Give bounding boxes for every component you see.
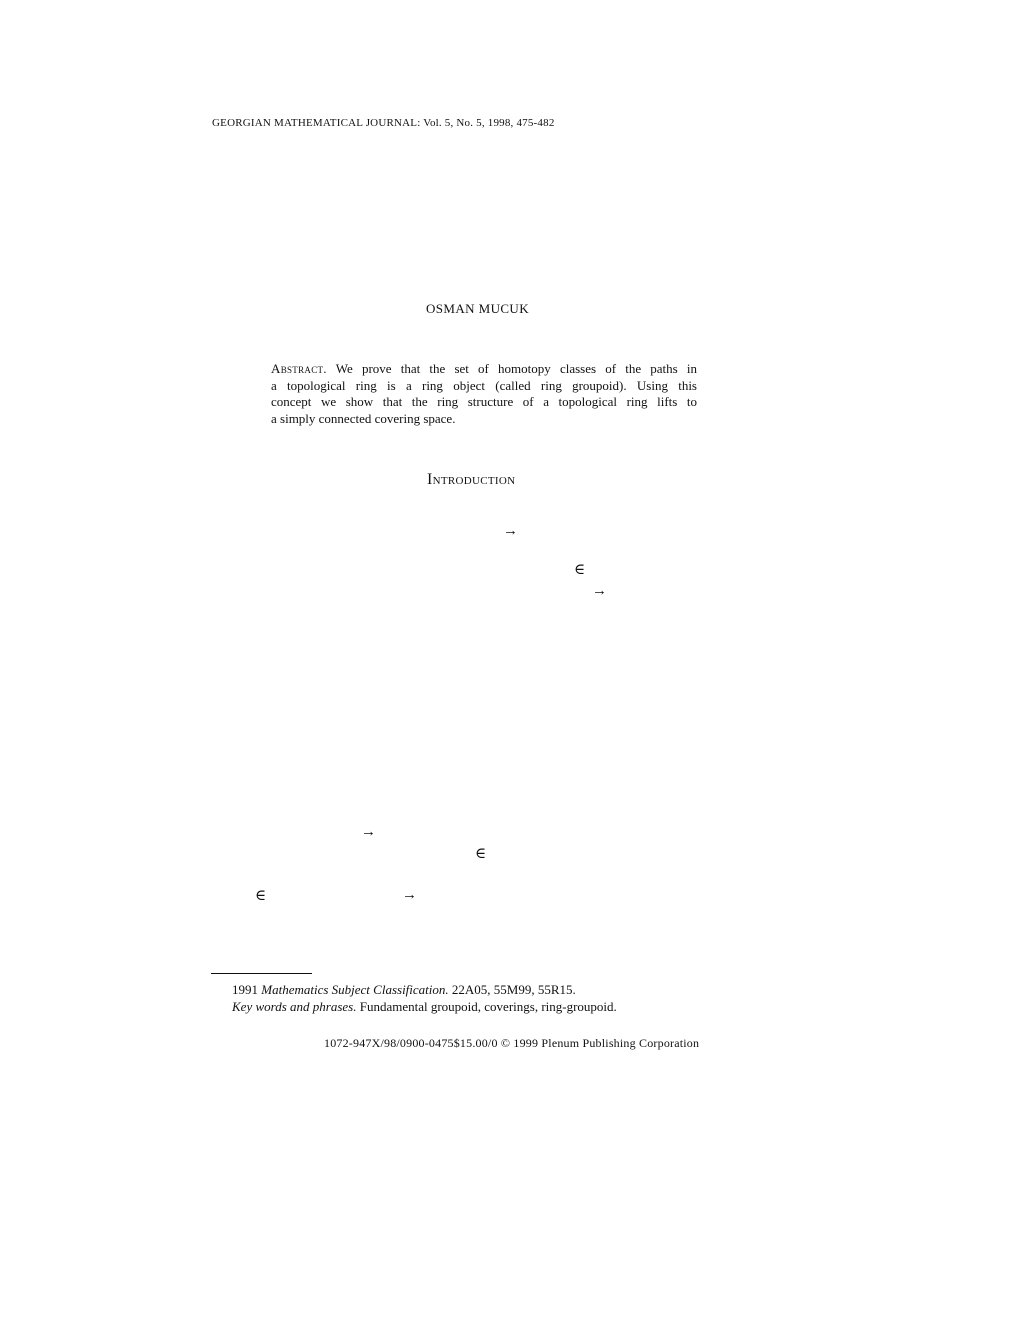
footnote-keywords <box>232 999 617 1015</box>
section-title: Introduction <box>427 471 516 488</box>
copyright-code: 1072-947X/98/0900-0475$15.00/0 <box>324 1036 498 1050</box>
abstract-line-2: a topological ring is a ring object (called ring groupoid). Using this <box>271 377 697 393</box>
footnote-msc <box>232 982 576 998</box>
msc-year: 1991 <box>232 982 258 997</box>
abstract-line-1 <box>271 361 697 378</box>
keywords-label: Key words and phrases. <box>232 999 357 1014</box>
element-of-symbol: ∈ <box>475 846 487 862</box>
arrow-symbol: → <box>503 523 518 539</box>
element-of-symbol: ∈ <box>574 562 586 578</box>
abstract <box>271 361 697 428</box>
copyright-text: 1999 Plenum Publishing Corporation <box>513 1036 700 1050</box>
arrow-symbol: → <box>592 583 607 599</box>
abstract-line-3: concept we show that the ring structure of a topological ring lifts to <box>271 394 697 410</box>
journal-header: GEORGIAN MATHEMATICAL JOURNAL: Vol. 5, No. 5, 1998, 475-482 <box>212 117 555 129</box>
abstract-label: Abstract. <box>271 361 327 376</box>
abstract-line-4: a simply connected covering space. <box>271 411 456 427</box>
copyright-line <box>324 1036 699 1051</box>
copyright-symbol: © <box>500 1036 511 1050</box>
arrow-symbol: → <box>402 887 417 903</box>
msc-label: Mathematics Subject Classification. <box>261 982 449 997</box>
abstract-text-1: We prove that the set of homotopy classes of the paths in <box>335 361 697 376</box>
footnote-rule <box>211 973 312 974</box>
author-name: OSMAN MUCUK <box>426 301 529 316</box>
keywords-text: Fundamental groupoid, coverings, ring-groupoid. <box>359 999 617 1014</box>
arrow-symbol: → <box>361 824 376 840</box>
element-of-symbol: ∈ <box>255 888 267 904</box>
msc-codes: 22A05, 55M99, 55R15. <box>451 982 576 997</box>
